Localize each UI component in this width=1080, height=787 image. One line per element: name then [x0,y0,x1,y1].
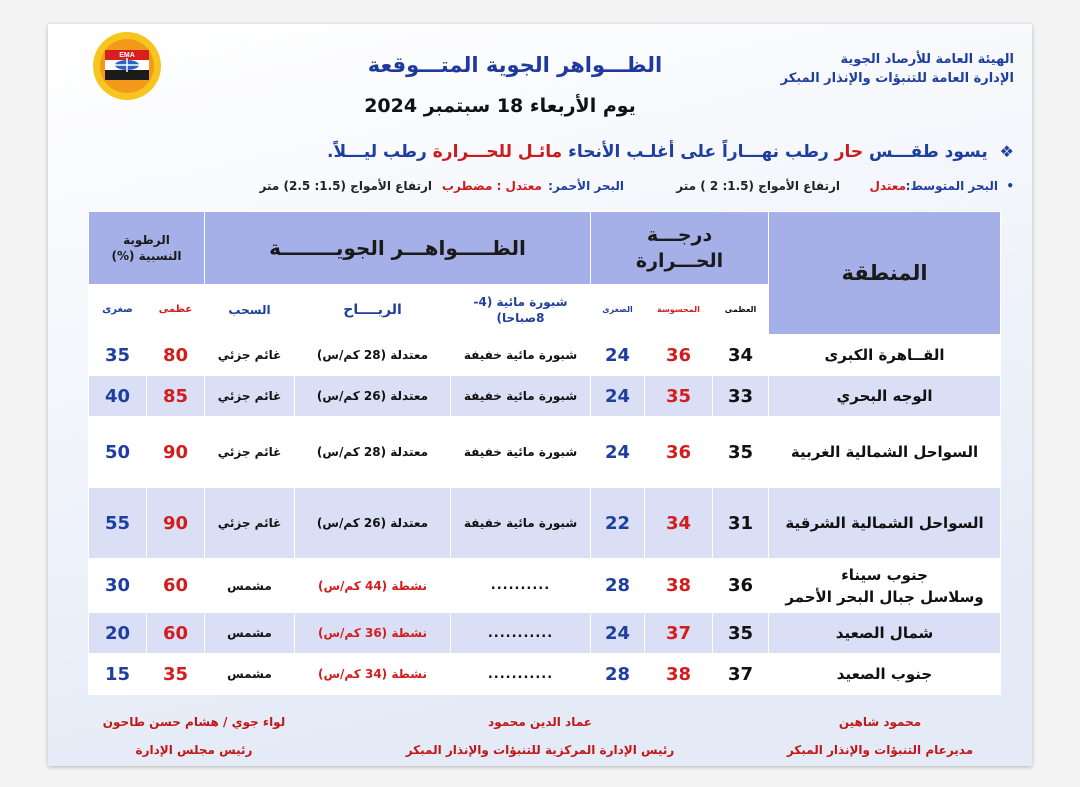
humidity-max: 60 [147,613,205,654]
signature-forecast-director [760,708,1000,764]
summary-part-3: رطب نهـــاراً على أغلـب الأنحاء [568,142,829,162]
fog-value: ........... [451,654,591,695]
temp-feels: 35 [645,376,713,417]
header-humidity: الرطوبة النسبية (%) [89,212,205,285]
bullet-dot-icon: • [1006,179,1014,193]
header-max: العظمى [713,285,769,335]
fog-value: شبورة مائية خفيفة [451,335,591,376]
header-temperature: درجـــة الحـــرارة [591,212,769,285]
fog-value: .......... [451,559,591,613]
humidity-max: 85 [147,376,205,417]
signature-2-name: عماد الدين محمود [488,715,592,729]
temp-min: 22 [591,488,645,559]
summary-part-2: حار [834,142,864,162]
header-min: الصغرى [591,285,645,335]
region-name: السواحل الشمالية الشرقية [769,488,1001,559]
wind-value: نشطة (36 كم/س) [295,613,451,654]
humidity-min: 30 [89,559,147,613]
clouds-value: مشمس [205,559,295,613]
table-row [89,488,1001,559]
temp-feels: 34 [645,488,713,559]
temp-max: 34 [713,335,769,376]
table-row [89,654,1001,695]
sea-conditions [94,179,1014,197]
ema-logo [87,28,167,104]
wind-value: نشطة (44 كم/س) [295,559,451,613]
temp-min: 24 [591,335,645,376]
region-name: جنوب الصعيد [769,654,1001,695]
forecast-rows [89,335,1001,695]
temp-max: 35 [713,613,769,654]
fog-value: ........... [451,613,591,654]
temp-min: 28 [591,654,645,695]
temp-max: 31 [713,488,769,559]
temp-feels: 37 [645,613,713,654]
signature-chairman [88,708,300,764]
humidity-min: 15 [89,654,147,695]
header-humidity-min: صغرى [89,285,147,335]
summary-part-1: يسود طقـــس [869,142,988,162]
signature-1-name: محمود شاهين [838,715,922,729]
temp-min: 24 [591,613,645,654]
signature-3-name: لواء جوي / هشام حسن طاحون [102,715,286,729]
med-sea-state: معتدل [869,179,906,193]
clouds-value: مشمس [205,654,295,695]
summary-part-4: مائـل للحـــرارة [432,142,563,162]
signature-3-role: رئيس مجلس الإدارة [135,743,253,757]
weather-summary [254,142,1014,162]
org-line-2: الإدارة العامة للتنبؤات والإنذار المبكر [780,71,1014,86]
signature-central-director [380,708,700,764]
temp-max: 36 [713,559,769,613]
clouds-value: غائم جزئي [205,417,295,488]
summary-part-5: رطب ليـــلاً. [327,142,427,162]
humidity-max: 35 [147,654,205,695]
forecast-date: يوم الأربعاء 18 سبتمبر 2024 [364,95,636,117]
wind-value: معتدلة (26 كم/س) [295,488,451,559]
fog-value: شبورة مائية خفيفة [451,376,591,417]
clouds-value: مشمس [205,613,295,654]
temp-feels: 38 [645,559,713,613]
signature-1-role: مديرعام التنبؤات والإنذار المبكر [786,743,974,757]
table-row [89,559,1001,613]
organization-heading [694,50,1014,88]
humidity-max: 60 [147,559,205,613]
red-sea-label: البحر الأحمر: [548,179,624,193]
med-sea-waves: ارتفاع الأمواج (1.5: 2 ) متر [676,179,840,193]
temp-feels: 38 [645,654,713,695]
temp-min: 24 [591,417,645,488]
temp-max: 33 [713,376,769,417]
fog-value: شبورة مائية خفيفة [451,488,591,559]
region-name: القــاهرة الكبرى [769,335,1001,376]
wind-value: معتدلة (28 كم/س) [295,335,451,376]
header-feels-like: المحسوسة [645,285,713,335]
signatures [88,708,1000,758]
header-clouds: السحب [205,285,295,335]
header-phenomena: الظـــــواهـــر الجويــــــــة [205,212,591,285]
red-sea-state: معتدل : مضطرب [441,179,542,193]
clouds-value: غائم جزئي [205,488,295,559]
table-row [89,335,1001,376]
humidity-max: 80 [147,335,205,376]
clouds-value: غائم جزئي [205,335,295,376]
signature-2-role: رئيس الإدارة المركزية للتنبؤات والإنذار المبكر [405,743,675,757]
med-sea-label: البحر المتوسط: [905,179,998,193]
temp-max: 35 [713,417,769,488]
humidity-min: 55 [89,488,147,559]
header-fog: شبورة مائية (4-8صباحا) [451,285,591,335]
temp-max: 37 [713,654,769,695]
humidity-min: 35 [89,335,147,376]
table-row [89,376,1001,417]
logo-text: EMA [119,52,135,59]
bullet-diamond-icon: ❖ [999,142,1014,161]
header-region: المنطقة [769,212,1001,335]
header-wind: الريــــاح [295,285,451,335]
clouds-value: غائم جزئي [205,376,295,417]
region-name [769,559,1001,613]
page-title: الظـــواهر الجوية المتـــوقعة [367,53,663,77]
forecast-table [88,211,1001,695]
red-sea-waves: ارتفاع الأمواج (1.5: 2.5) متر [259,179,432,193]
humidity-max: 90 [147,417,205,488]
temp-feels: 36 [645,335,713,376]
region-name: السواحل الشمالية الغربية [769,417,1001,488]
region-name: شمال الصعيد [769,613,1001,654]
table-row [89,613,1001,654]
temp-min: 24 [591,376,645,417]
humidity-min: 20 [89,613,147,654]
region-name-line-1: جنوب سيناء [841,565,928,584]
org-line-1: الهيئة العامة للأرصاد الجوية [840,52,1014,67]
fog-value: شبورة مائية خفيفة [451,417,591,488]
temp-feels: 36 [645,417,713,488]
humidity-min: 40 [89,376,147,417]
region-name-line-2: وسلاسل جبال البحر الأحمر [785,587,984,606]
wind-value: معتدلة (28 كم/س) [295,417,451,488]
header-humidity-max: عظمى [147,285,205,335]
humidity-max: 90 [147,488,205,559]
humidity-min: 50 [89,417,147,488]
wind-value: نشطة (34 كم/س) [295,654,451,695]
wind-value: معتدلة (26 كم/س) [295,376,451,417]
region-name: الوجه البحري [769,376,1001,417]
temp-min: 28 [591,559,645,613]
table-row [89,417,1001,488]
